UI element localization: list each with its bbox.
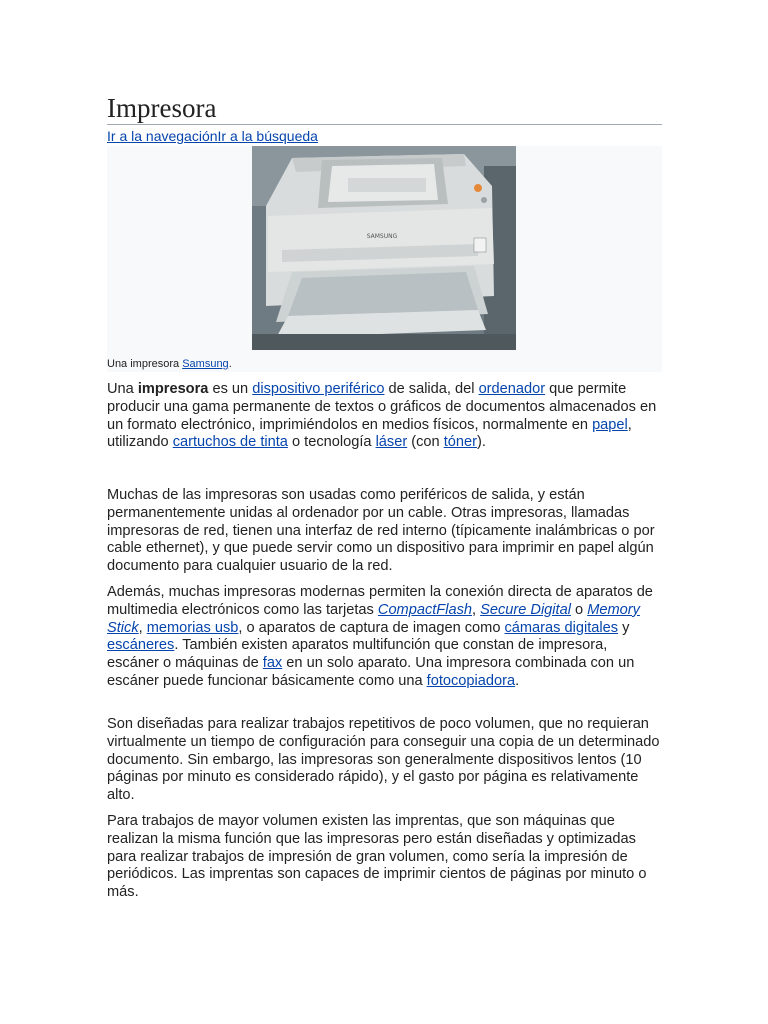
escaneres-link[interactable]: escáneres xyxy=(107,637,175,654)
brand-label: SAMSUNG xyxy=(366,233,398,240)
text: , utilizando xyxy=(107,416,632,451)
printer-photo xyxy=(252,146,516,350)
text: , xyxy=(138,619,147,636)
text: (con xyxy=(407,434,444,451)
text: Además, muchas impresoras modernas permiten la conexión directa de aparatos de multimedia electrónicos como las tarjetas xyxy=(107,584,653,618)
paragraph-network: Muchas de las impresoras son usadas como periféricos de salida, y están permanentemente unidas al ordenador por un cable. Otras impresoras, llamadas impresoras de red, tienen una interfaz de red interno (típicamente inalámbricas o por cable ethernet), y que puede servir como un dispositivo para imprimir en papel algún documento para cualquier usuario de la red. xyxy=(107,487,655,575)
text: . xyxy=(515,672,520,689)
text: , xyxy=(472,601,481,618)
jump-links xyxy=(107,127,318,145)
dispositivo-periferico-link[interactable]: dispositivo periférico xyxy=(252,381,385,397)
ordenador-link[interactable]: ordenador xyxy=(478,381,546,397)
camaras-digitales-link[interactable]: cámaras digitales xyxy=(504,619,619,636)
fotocopiadora-link[interactable]: fotocopiadora xyxy=(426,672,516,689)
text: en un solo aparato. Una impresora combinada con un escáner puede funcionar básicamente como una xyxy=(107,655,635,689)
text: ). xyxy=(476,434,486,451)
text: de salida, del xyxy=(384,381,479,397)
paragraph-performance: Son diseñadas para realizar trabajos repetitivos de poco volumen, que no requieran virtualmente un tiempo de configuración para conseguir una copia de un determinado documento. Sin embargo, las impresoras son generalmente dispositivos lentos (10 páginas por minuto es considerado rápido), y el gasto por página es relativamente alto. xyxy=(107,716,660,804)
text: , o aparatos de captura de imagen como xyxy=(238,619,505,636)
laser-link[interactable]: láser xyxy=(375,434,408,451)
caption-suffix: . xyxy=(228,358,232,370)
text: o xyxy=(570,601,588,618)
bold-term: impresora xyxy=(137,381,209,397)
cartuchos-de-tinta-link[interactable]: cartuchos de tinta xyxy=(172,434,288,451)
figure xyxy=(107,146,662,372)
paragraph-multimedia xyxy=(107,584,662,691)
title-divider xyxy=(107,124,662,125)
jump-to-navigation-link[interactable]: Ir a la navegación xyxy=(107,128,218,144)
toner-link[interactable]: tóner xyxy=(443,434,477,451)
paragraph-imprentas: Para trabajos de mayor volumen existen las imprentas, que son máquinas que realizan la misma función que las impresoras pero están diseñadas y optimizadas para realizar trabajos de impresión de gran volumen, como sería la impresión de periódicos. Las imprentas son capaces de imprimir cientos de páginas por minuto o más. xyxy=(107,813,647,901)
paragraph-intro xyxy=(107,381,662,452)
jump-to-search-link[interactable]: Ir a la búsqueda xyxy=(217,128,318,144)
text: . También existen aparatos multifunción que constan de impresora, escáner o máquinas de xyxy=(107,637,608,672)
memory-stick-link[interactable]: Memory Stick xyxy=(107,601,640,636)
text: es un xyxy=(208,381,253,397)
fax-link[interactable]: fax xyxy=(262,655,283,672)
text: que permite producir una gama permanente de textos o gráficos de documentos almacenados en un formato electrónico, imprimiéndolos en medios físicos, normalmente en xyxy=(107,381,657,433)
page-title: Impresora xyxy=(107,93,217,123)
caption-text: Una impresora xyxy=(107,358,183,370)
compactflash-link[interactable]: CompactFlash xyxy=(377,601,472,618)
memorias-usb-link[interactable]: memorias usb xyxy=(146,619,239,636)
text: y xyxy=(618,619,630,636)
samsung-link[interactable]: Samsung xyxy=(182,358,229,370)
papel-link[interactable]: papel xyxy=(592,416,628,433)
text: o tecnología xyxy=(287,434,376,451)
secure-digital-link[interactable]: Secure Digital xyxy=(480,601,571,618)
figure-caption xyxy=(107,357,232,371)
text: Una xyxy=(107,381,138,397)
